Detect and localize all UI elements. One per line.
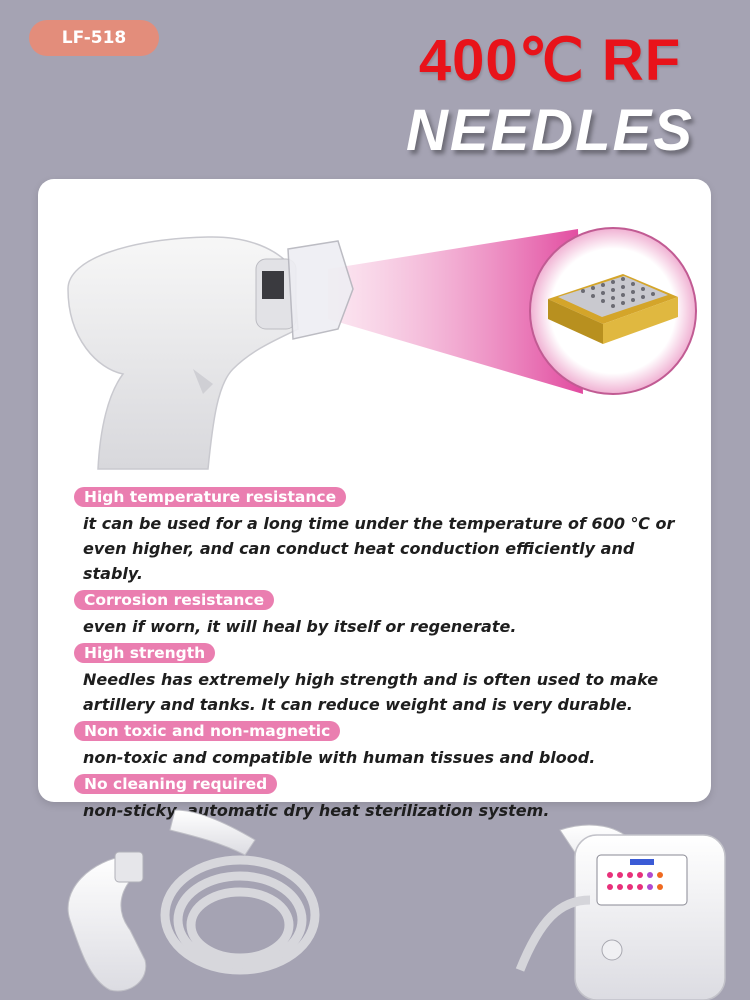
model-badge bbox=[29, 20, 159, 56]
power-knob bbox=[602, 940, 622, 960]
feature-item bbox=[74, 590, 694, 639]
feature-item bbox=[74, 643, 694, 717]
feature-description: Needles has extremely high strength and is often used to make artillery and tanks. It can reduce weight and is very durable. bbox=[83, 670, 659, 714]
cartridge-tip bbox=[288, 241, 353, 339]
screen-header bbox=[630, 859, 654, 865]
feature-description: non-toxic and compatible with human tissues and blood. bbox=[83, 748, 596, 767]
feature-description: even if worn, it will heal by itself or regenerate. bbox=[83, 617, 517, 636]
feature-heading: No cleaning required bbox=[74, 774, 277, 794]
feature-item bbox=[74, 721, 694, 770]
title-line-1: 400℃ RF bbox=[418, 28, 682, 93]
feature-description: it can be used for a long time under the temperature of 600 ℃ or even higher, and can conduct heat conduction efficiently and stably. bbox=[83, 514, 675, 583]
feature-description: non-sticky, automatic dry heat sterilization system. bbox=[83, 801, 550, 820]
feature-heading: High temperature resistance bbox=[74, 487, 346, 507]
feature-heading: Non toxic and non-magnetic bbox=[74, 721, 340, 741]
coiled-cable bbox=[165, 860, 315, 970]
machine-illustration bbox=[0, 800, 750, 1000]
handle-connector bbox=[170, 810, 255, 855]
feature-heading: High strength bbox=[74, 643, 215, 663]
model-badge-label: LF-518 bbox=[61, 28, 127, 48]
feature-item bbox=[74, 487, 694, 586]
feature-card bbox=[38, 179, 711, 820]
feature-heading: Corrosion resistance bbox=[74, 590, 274, 610]
spare-handpiece-tip bbox=[115, 852, 143, 882]
handpiece-window bbox=[262, 271, 284, 299]
title-line-2: NEEDLES bbox=[406, 98, 694, 163]
handpiece-illustration bbox=[38, 179, 711, 479]
feature-list bbox=[74, 487, 694, 827]
